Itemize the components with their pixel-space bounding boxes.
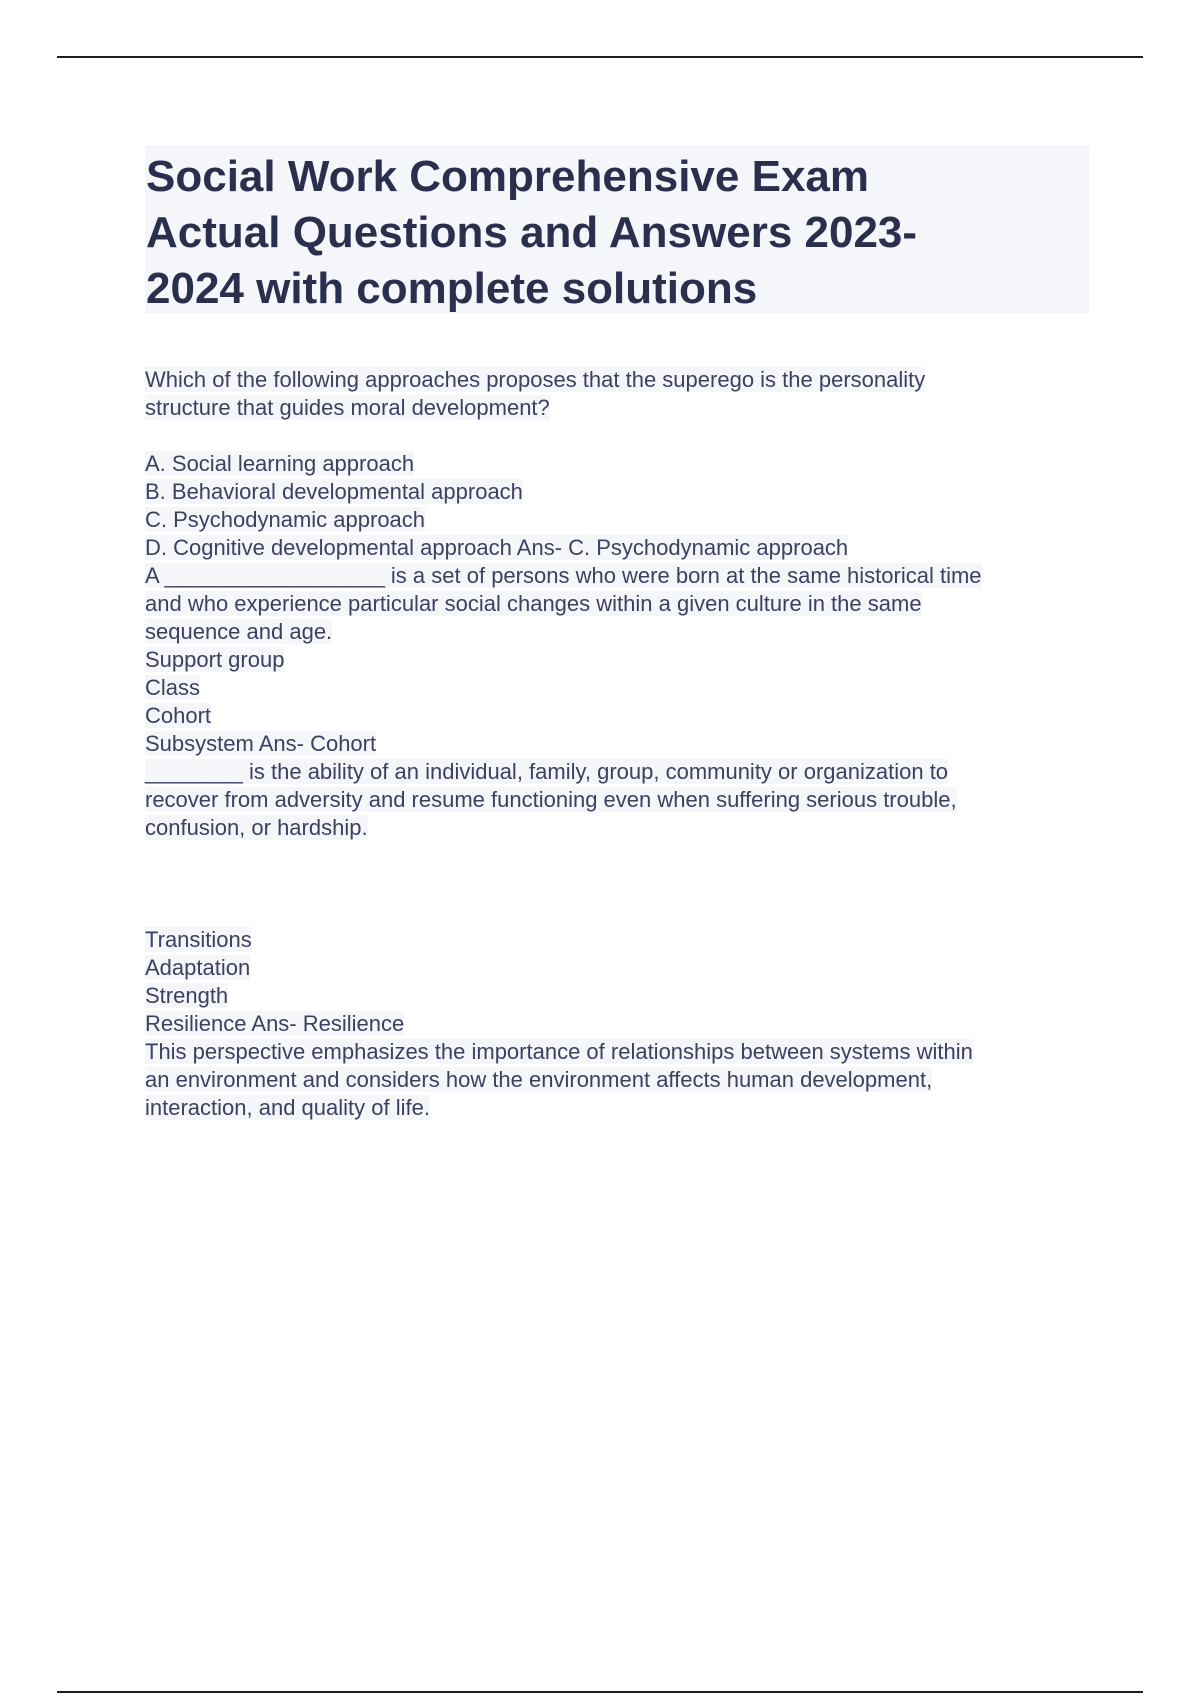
spacer <box>145 842 1095 926</box>
question-1-option-a: A. Social learning approach <box>145 451 415 476</box>
question-1-option-c: C. Psychodynamic approach <box>145 507 426 532</box>
question-4-stem: This perspective emphasizes the importance of relationships between systems within an environment and considers how the environment affects human development, interaction, and quality of life. <box>145 1039 973 1120</box>
question-1-option-b: B. Behavioral developmental approach <box>145 479 523 504</box>
question-2-option: Cohort <box>145 703 212 728</box>
question-1-option-d-answer: D. Cognitive developmental approach Ans- C. Psychodynamic approach <box>145 535 849 560</box>
question-2-option: Support group <box>145 647 285 672</box>
question-2-option-answer: Subsystem Ans- Cohort <box>145 731 377 756</box>
question-1-options <box>145 450 1095 562</box>
question-3-option: Strength <box>145 983 229 1008</box>
question-3-option-answer: Resilience Ans- Resilience <box>145 1011 405 1036</box>
document-title: Social Work Comprehensive Exam Actual Questions and Answers 2023- 2024 with complete solutions <box>146 152 918 313</box>
question-2-stem: A __________________ is a set of persons who were born at the same historical time and who experience particular social changes within a given culture in the same sequence and age. <box>145 563 982 644</box>
question-3-option: Transitions <box>145 927 252 952</box>
title-block <box>145 145 1089 313</box>
question-2-option: Class <box>145 675 201 700</box>
header-rule <box>57 56 1143 58</box>
question-1-stem: Which of the following approaches proposes that the superego is the personality structure that guides moral development? <box>145 367 926 420</box>
footer-rule <box>57 1691 1143 1693</box>
question-3-option: Adaptation <box>145 955 251 980</box>
document-body <box>145 366 1095 1122</box>
question-3-stem: ________ is the ability of an individual, family, group, community or organization to recover from adversity and resume functioning even when suffering serious trouble, confusion, or hardship. <box>145 759 957 840</box>
